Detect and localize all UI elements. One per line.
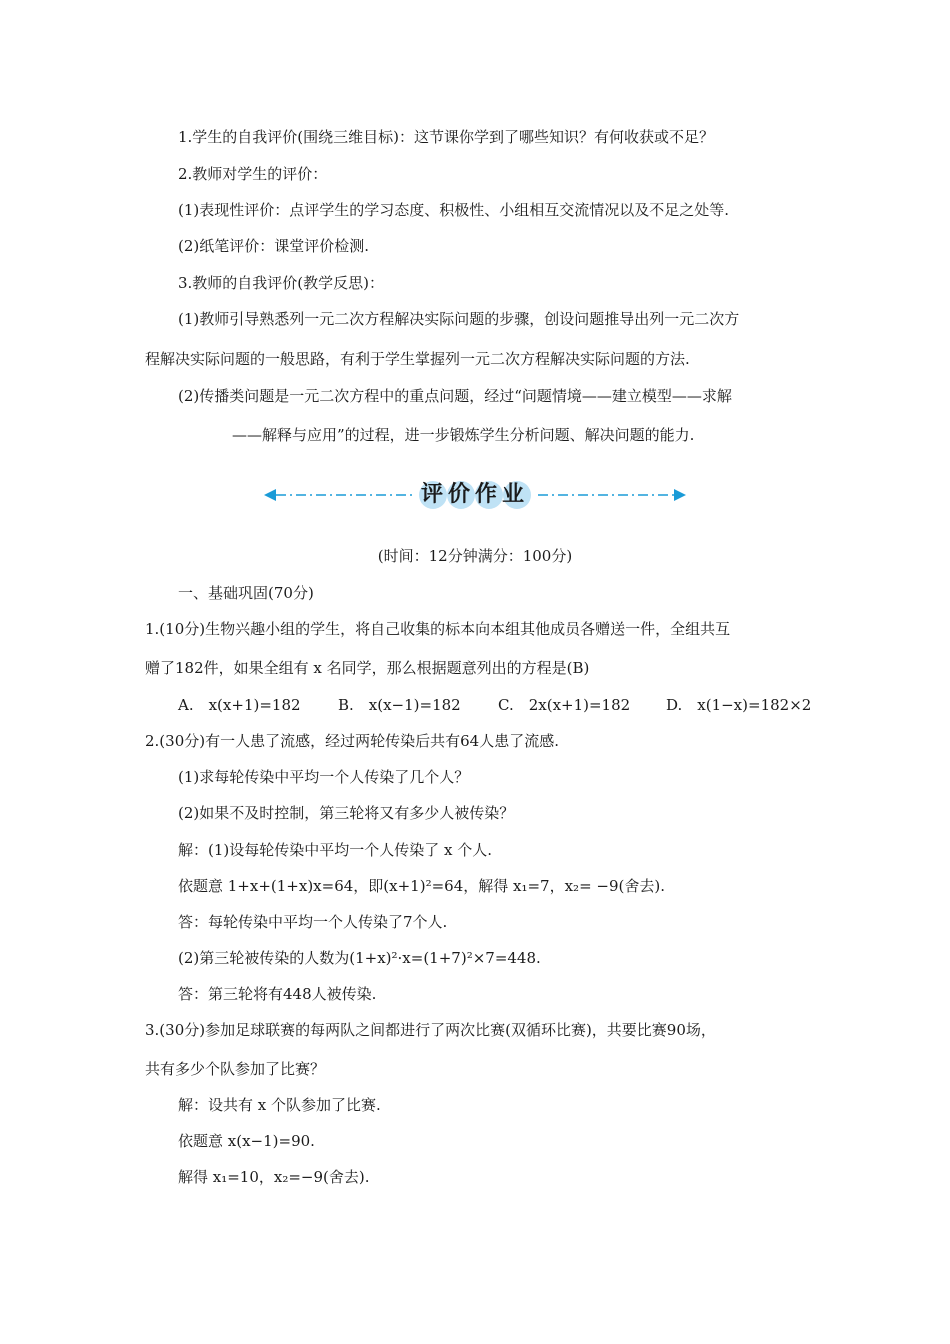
question-2-solution-3: (2)第三轮被传染的人数为(1+x)²·x=(1+7)²×7=448.: [178, 949, 541, 967]
section-banner: [262, 480, 688, 510]
question-2-answer-1: 答：每轮传染中平均一个人传染了7个人.: [178, 913, 448, 931]
question-1-option-a: A. x(x+1)=182: [178, 696, 301, 714]
question-2-solution-1: 解：(1)设每轮传染中平均一个人传染了 x 个人.: [178, 841, 493, 859]
question-2-part-2: (2)如果不及时控制，第三轮将又有多少人被传染？: [178, 804, 515, 822]
question-2-answer-2: 答：第三轮将有448人被传染.: [178, 985, 377, 1003]
reflection-paragraph-2-line-1: (2)传播类问题是一元二次方程中的重点问题，经过“问题情境——建立模型——求解: [178, 387, 732, 405]
left-arrow-icon: [264, 489, 276, 501]
time-note: (时间：12分钟满分：100分): [377, 547, 573, 565]
teacher-reflection-heading: 3.教师的自我评价(教学反思)：: [178, 274, 385, 292]
teacher-evaluation-heading: 2.教师对学生的评价：: [178, 165, 328, 183]
question-3-solution-1: 解：设共有 x 个队参加了比赛.: [178, 1096, 381, 1114]
right-arrow-icon: [674, 489, 686, 501]
question-3-stem-line-2: 共有多少个队参加了比赛？: [145, 1060, 326, 1078]
reflection-paragraph-1-line-1: (1)教师引导熟悉列一元二次方程解决实际问题的步骤，创设问题推导出列一元二次方: [178, 310, 740, 328]
question-1-option-c: C. 2x(x+1)=182: [498, 696, 631, 714]
question-1-option-b: B. x(x−1)=182: [338, 696, 461, 714]
part-heading: 一、基础巩固(70分): [178, 584, 314, 602]
written-evaluation-line: (2)纸笔评价：课堂评价检测.: [178, 237, 370, 255]
question-3-solution-3: 解得 x₁=10，x₂=−9(舍去).: [178, 1168, 370, 1186]
question-3-stem-line-1: 3.(30分)参加足球联赛的每两队之间都进行了两次比赛(双循环比赛)，共要比赛90场，: [145, 1021, 716, 1039]
reflection-paragraph-2-line-2: ——解释与应用”的过程，进一步锻炼学生分析问题、解决问题的能力.: [232, 426, 695, 444]
question-1-option-d: D. x(1−x)=182×2: [666, 696, 812, 714]
self-evaluation-line: 1.学生的自我评价(围绕三维目标)：这节课你学到了哪些知识？有何收获或不足？: [178, 128, 715, 146]
performance-evaluation-line: (1)表现性评价：点评学生的学习态度、积极性、小组相互交流情况以及不足之处等.: [178, 201, 730, 219]
question-1-stem-line-1: 1.(10分)生物兴趣小组的学生，将自己收集的标本向本组其他成员各赠送一件，全组共互: [145, 620, 731, 638]
question-2-stem: 2.(30分)有一人患了流感，经过两轮传染后共有64人患了流感.: [145, 732, 559, 750]
question-2-solution-2: 依题意 1+x+(1+x)x=64，即(x+1)²=64，解得 x₁=7，x₂= −9(舍去).: [178, 877, 665, 895]
reflection-paragraph-1-line-2: 程解决实际问题的一般思路，有利于学生掌握列一元二次方程解决实际问题的方法.: [145, 350, 690, 368]
question-2-part-1: (1)求每轮传染中平均一个人传染了几个人？: [178, 768, 470, 786]
section-title: 评价作业: [420, 482, 529, 507]
question-1-stem-line-2: 赠了182件，如果全组有 x 名同学，那么根据题意列出的方程是(B): [145, 659, 590, 677]
question-3-solution-2: 依题意 x(x−1)=90.: [178, 1132, 315, 1150]
